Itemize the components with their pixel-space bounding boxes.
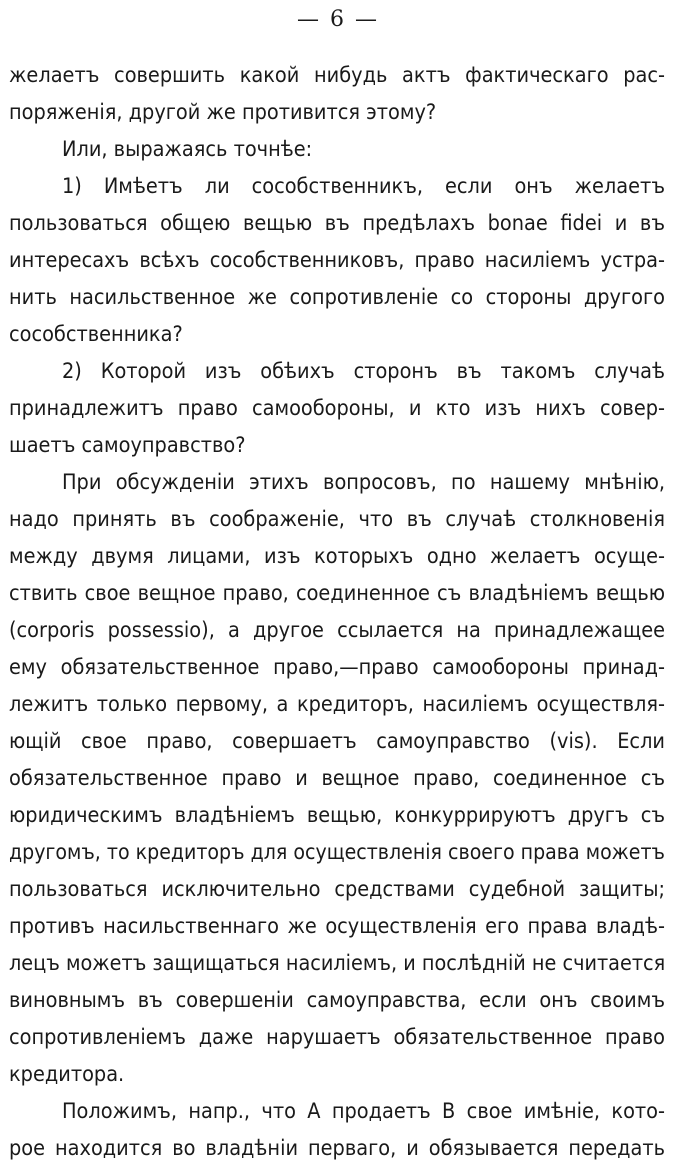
text-line: поряженія, другой же противится этому? (9, 100, 437, 125)
text-line: (corporis possessio), а другое ссылается на принадлежащее (9, 618, 665, 643)
text-line: интересахъ всѣхъ сособственниковъ, право насиліемъ устра- (9, 248, 665, 273)
text-line: лежитъ только первому, а кредиторъ, насиліемъ осуществля- (9, 692, 665, 717)
text-line: Положимъ, напр., что А продаетъ В свое имѣніе, кото- (62, 1099, 665, 1124)
body-text (9, 57, 665, 1167)
text-line: виновнымъ въ совершеніи самоуправства, если онъ своимъ (9, 988, 665, 1013)
text-line: ему обязательственное право,—право самообороны принад- (9, 655, 665, 680)
text-line: другомъ, то кредиторъ для осуществленія своего права можетъ (9, 840, 665, 865)
text-line: ющій свое право, совершаетъ самоуправство (vis). Если (9, 729, 665, 754)
text-line: пользоваться общею вещью въ предѣлахъ bonae fidei и въ (9, 211, 665, 236)
text-line: принадлежитъ право самообороны, и кто изъ нихъ совер- (9, 396, 665, 421)
text-line: шаетъ самоуправство? (9, 433, 246, 458)
text-line: При обсужденіи этихъ вопросовъ, по нашему мнѣнію, (62, 470, 665, 495)
text-line: нить насильственное же сопротивленіе со стороны другого (9, 285, 665, 310)
text-line: Или, выражаясь точнѣе: (62, 137, 313, 162)
text-line: обязательственное право и вещное право, соединенное съ (9, 766, 665, 791)
text-line: желаетъ совершить какой нибудь актъ фактическаго рас- (9, 63, 665, 88)
text-line: рое находится во владѣніи перваго, и обязывается передать (9, 1136, 665, 1161)
text-line: сопротивленіемъ даже нарушаетъ обязательственное право (9, 1025, 665, 1050)
text-line: 2) Которой изъ обѣихъ сторонъ въ такомъ случаѣ (62, 359, 665, 384)
text-line: надо принять въ соображеніе, что въ случаѣ столкновенія (9, 507, 665, 532)
text-line: противъ насильственнаго же осуществленія его права владѣ- (9, 914, 665, 939)
text-line: лецъ можетъ защищаться насиліемъ, и послѣдній не считается (9, 951, 666, 976)
text-line: между двумя лицами, изъ которыхъ одно желаетъ осуще- (9, 544, 665, 569)
page-number: — 6 — (297, 7, 379, 32)
text-line: юридическимъ владѣніемъ вещью, конкуррируютъ другъ съ (9, 803, 665, 828)
text-line: пользоваться исключительно средствами судебной защиты; (9, 877, 665, 902)
text-line: ствить свое вещное право, соединенное съ владѣніемъ вещью (9, 581, 665, 606)
text-line: сособственника? (9, 322, 183, 347)
text-line: кредитора. (9, 1062, 125, 1087)
text-line: 1) Имѣетъ ли сособственникъ, если онъ желаетъ (62, 174, 665, 199)
